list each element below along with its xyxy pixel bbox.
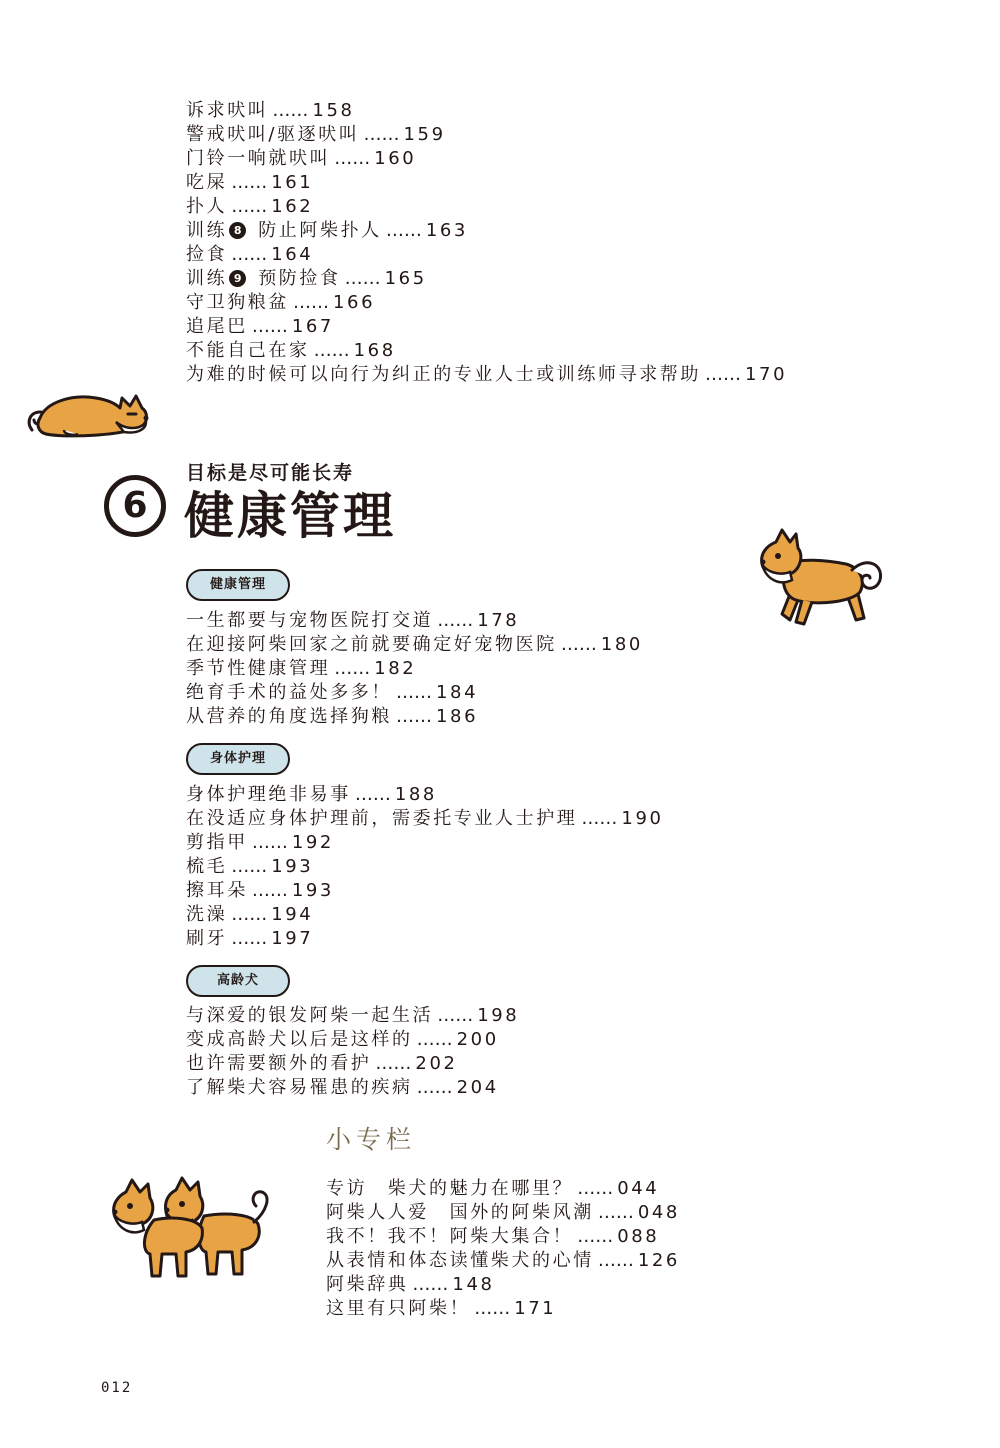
- toc-entry-page: 166: [333, 292, 376, 313]
- toc-entry[interactable]: [186, 1028, 499, 1052]
- toc-entry-page: 182: [374, 658, 417, 679]
- chapter-number: 6: [104, 475, 166, 537]
- toc-entry-page: 164: [271, 244, 314, 265]
- lying-shiba-illustration: [24, 378, 154, 444]
- toc-entry-page: 178: [477, 610, 520, 631]
- two-shibas-illustration: [106, 1176, 274, 1280]
- toc-leader-dots: ……: [474, 1298, 511, 1319]
- toc-leader-dots: ……: [597, 1202, 634, 1223]
- column-title: 小专栏: [326, 1125, 417, 1154]
- toc-entry-title: 洗澡: [186, 904, 228, 925]
- toc-entry-title: 扑人: [186, 196, 228, 217]
- toc-entry-page: 162: [271, 196, 314, 217]
- toc-entry-page: 188: [394, 784, 437, 805]
- toc-entry-title: 专访 柴犬的魅力在哪里？: [326, 1178, 574, 1199]
- toc-leader-dots: ……: [293, 292, 329, 313]
- section-badge-senior-dog: 高龄犬: [186, 965, 290, 997]
- toc-leader-dots: ……: [375, 1053, 412, 1074]
- toc-entry-title: 捡食: [186, 244, 228, 265]
- toc-leader-dots: ……: [577, 1178, 614, 1199]
- toc-leader-dots: ……: [231, 196, 268, 217]
- toc-entry-page: 200: [456, 1029, 499, 1050]
- toc-entry-title: 为难的时候可以向行为纠正的专业人士或训练师寻求帮助: [186, 364, 701, 385]
- toc-entry[interactable]: [186, 99, 355, 123]
- toc-leader-dots: ……: [313, 340, 350, 361]
- toc-entry-page: 197: [271, 928, 314, 949]
- toc-entry-title: 吃屎: [186, 172, 228, 193]
- toc-entry-title: 季节性健康管理: [186, 658, 331, 679]
- toc-entry-page: 168: [353, 340, 396, 361]
- running-shiba-illustration: [756, 530, 886, 634]
- toc-entry-title: 门铃一响就吠叫: [186, 148, 331, 169]
- toc-entry[interactable]: [186, 195, 313, 219]
- toc-entry[interactable]: [326, 1249, 680, 1273]
- toc-entry-page: 165: [384, 268, 427, 289]
- toc-leader-dots: ……: [385, 220, 422, 241]
- toc-entry-page: 171: [514, 1298, 557, 1319]
- toc-entry[interactable]: [186, 147, 416, 171]
- toc-entry-page: 170: [745, 364, 788, 385]
- section-badge-health: 健康管理: [186, 569, 290, 601]
- toc-entry[interactable]: [186, 1052, 458, 1076]
- toc-entry[interactable]: [186, 705, 478, 729]
- toc-leader-dots: ……: [437, 610, 474, 631]
- toc-entry-page: 126: [637, 1250, 680, 1271]
- toc-leader-dots: ……: [354, 784, 391, 805]
- toc-entry-title: 在没适应身体护理前，需委托专业人士护理: [186, 808, 578, 829]
- toc-entry[interactable]: [186, 633, 643, 657]
- toc-entry-title: 预防捡食: [258, 268, 341, 289]
- toc-entry-page: 193: [271, 856, 314, 877]
- toc-entry-page: 180: [600, 634, 643, 655]
- toc-entry-prefix: 训练: [186, 220, 228, 241]
- toc-entry[interactable]: [186, 363, 787, 387]
- toc-entry[interactable]: [186, 927, 313, 951]
- toc-entry[interactable]: [186, 171, 313, 195]
- toc-leader-dots: ……: [231, 172, 268, 193]
- toc-entry-title: 擦耳朵: [186, 880, 248, 901]
- toc-entry[interactable]: [186, 609, 519, 633]
- toc-leader-dots: ……: [412, 1274, 449, 1295]
- toc-entry-title: 身体护理绝非易事: [186, 784, 351, 805]
- toc-entry[interactable]: [186, 291, 375, 315]
- toc-entry-title: 从营养的角度选择狗粮: [186, 706, 392, 727]
- toc-leader-dots: ……: [597, 1250, 634, 1271]
- toc-leader-dots: ……: [560, 634, 597, 655]
- toc-entry-page: 193: [291, 880, 334, 901]
- toc-entry-title: 梳毛: [186, 856, 228, 877]
- toc-entry[interactable]: [186, 1076, 499, 1100]
- toc-leader-dots: ……: [251, 832, 288, 853]
- toc-entry[interactable]: [186, 243, 313, 267]
- toc-leader-dots: ……: [577, 1226, 614, 1247]
- toc-entry[interactable]: [186, 657, 416, 681]
- toc-entry-page: 198: [477, 1005, 520, 1026]
- toc-entry-page: 148: [452, 1274, 495, 1295]
- toc-entry[interactable]: [326, 1201, 680, 1225]
- toc-entry-page: 160: [374, 148, 417, 169]
- toc-entry[interactable]: [186, 1004, 519, 1028]
- toc-entry[interactable]: [186, 831, 334, 855]
- toc-entry[interactable]: [186, 783, 437, 807]
- toc-entry-page: 194: [271, 904, 314, 925]
- chapter-title: 健康管理: [184, 487, 396, 545]
- page-number: 012: [101, 1380, 133, 1396]
- toc-leader-dots: ……: [334, 148, 371, 169]
- toc-entry[interactable]: [186, 267, 427, 291]
- toc-entry[interactable]: [186, 219, 468, 243]
- toc-entry-title: 一生都要与宠物医院打交道: [186, 610, 434, 631]
- toc-leader-dots: ……: [396, 706, 432, 727]
- toc-entry-title: 了解柴犬容易罹患的疾病: [186, 1077, 413, 1098]
- toc-entry-title: 这里有只阿柴！: [326, 1298, 471, 1319]
- toc-entry-page: 158: [312, 100, 355, 121]
- toc-entry-title: 守卫狗粮盆: [186, 292, 289, 313]
- section-badge-body-care: 身体护理: [186, 743, 290, 775]
- toc-leader-dots: ……: [231, 928, 268, 949]
- toc-entry-prefix: 训练: [186, 268, 228, 289]
- toc-entry-page: 088: [617, 1226, 660, 1247]
- toc-entry-page: 167: [291, 316, 334, 337]
- toc-leader-dots: ……: [334, 658, 371, 679]
- toc-entry-title: 在迎接阿柴回家之前就要确定好宠物医院: [186, 634, 557, 655]
- toc-entry-title: 不能自己在家: [186, 340, 310, 361]
- training-number-badge: 9: [229, 270, 246, 287]
- toc-entry[interactable]: [186, 123, 446, 147]
- toc-entry-page: 163: [425, 220, 468, 241]
- toc-leader-dots: ……: [251, 316, 288, 337]
- toc-leader-dots: ……: [705, 364, 741, 385]
- toc-entry-page: 192: [291, 832, 334, 853]
- toc-entry[interactable]: [326, 1177, 659, 1201]
- toc-entry[interactable]: [186, 903, 313, 927]
- toc-entry[interactable]: [326, 1297, 556, 1321]
- toc-leader-dots: ……: [416, 1029, 453, 1050]
- training-number-badge: 8: [229, 222, 246, 239]
- toc-entry-title: 警戒吠叫/驱逐吠叫: [186, 124, 360, 145]
- toc-entry-title: 阿柴人人爱 国外的阿柴风潮: [326, 1202, 594, 1223]
- toc-entry-title: 我不！我不！阿柴大集合！: [326, 1226, 574, 1247]
- toc-entry-page: 044: [617, 1178, 660, 1199]
- toc-leader-dots: ……: [231, 244, 268, 265]
- toc-entry-title: 阿柴辞典: [326, 1274, 409, 1295]
- toc-entry-title: 从表情和体态读懂柴犬的心情: [326, 1250, 594, 1271]
- toc-entry[interactable]: [326, 1225, 659, 1249]
- toc-entry-title: 追尾巴: [186, 316, 248, 337]
- toc-entry-page: 204: [456, 1077, 499, 1098]
- toc-leader-dots: ……: [437, 1005, 474, 1026]
- toc-entry-page: 159: [403, 124, 446, 145]
- toc-leader-dots: ……: [231, 856, 268, 877]
- toc-entry-page: 202: [415, 1053, 458, 1074]
- toc-entry[interactable]: [186, 855, 313, 879]
- toc-leader-dots: ……: [581, 808, 618, 829]
- toc-leader-dots: ……: [396, 682, 432, 703]
- toc-entry-title: 也许需要额外的看护: [186, 1053, 372, 1074]
- toc-entry-page: 048: [637, 1202, 680, 1223]
- toc-entry[interactable]: [186, 315, 334, 339]
- toc-entry[interactable]: [186, 681, 478, 705]
- toc-leader-dots: ……: [363, 124, 400, 145]
- toc-entry[interactable]: [186, 339, 396, 363]
- toc-entry[interactable]: [186, 807, 664, 831]
- toc-entry[interactable]: [326, 1273, 495, 1297]
- toc-entry-title: 与深爱的银发阿柴一起生活: [186, 1005, 434, 1026]
- chapter-subtitle: 目标是尽可能长寿: [186, 462, 355, 484]
- toc-leader-dots: ……: [272, 100, 309, 121]
- toc-leader-dots: ……: [231, 904, 268, 925]
- toc-entry-title: 绝育手术的益处多多！: [186, 682, 392, 703]
- toc-entry[interactable]: [186, 879, 334, 903]
- toc-leader-dots: ……: [416, 1077, 453, 1098]
- toc-leader-dots: ……: [344, 268, 381, 289]
- toc-entry-page: 190: [621, 808, 664, 829]
- toc-entry-page: 186: [436, 706, 479, 727]
- toc-entry-title: 诉求吠叫: [186, 100, 269, 121]
- toc-entry-page: 161: [271, 172, 314, 193]
- toc-entry-title: 刷牙: [186, 928, 228, 949]
- toc-entry-title: 剪指甲: [186, 832, 248, 853]
- toc-entry-page: 184: [436, 682, 479, 703]
- toc-leader-dots: ……: [251, 880, 288, 901]
- toc-entry-title: 防止阿柴扑人: [258, 220, 382, 241]
- toc-entry-title: 变成高龄犬以后是这样的: [186, 1029, 413, 1050]
